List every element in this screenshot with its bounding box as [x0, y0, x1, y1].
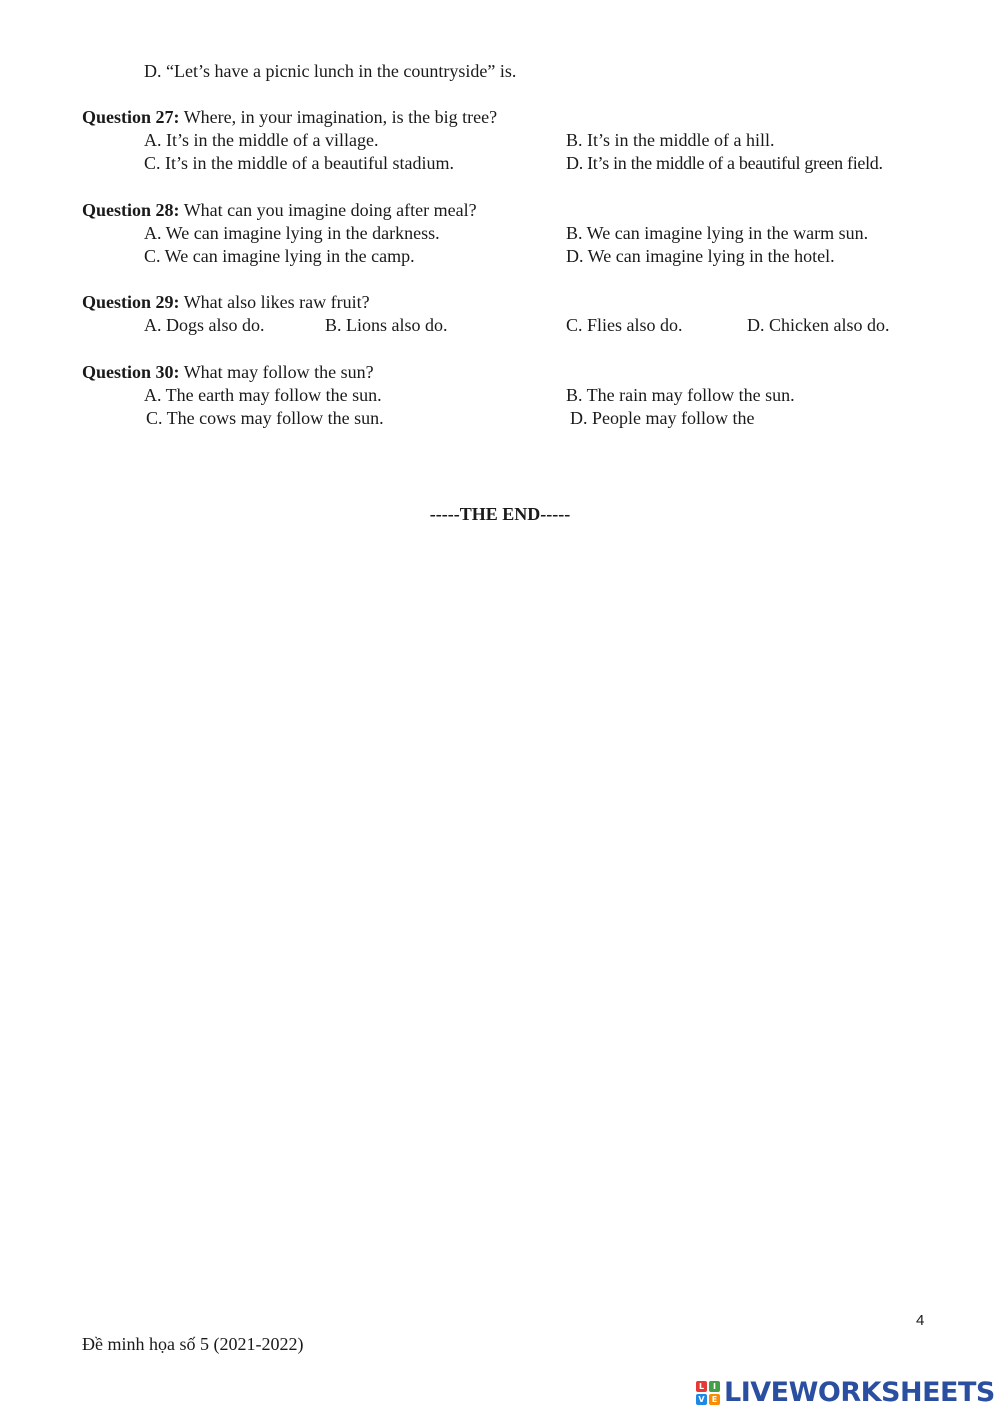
question-28 — [82, 199, 477, 222]
question-29-prompt: What also likes raw fruit? — [179, 292, 370, 312]
question-30-number: Question 30: — [82, 362, 180, 382]
page-number: 4 — [916, 1312, 925, 1329]
q29-option-d: D. Chicken also do. — [747, 315, 890, 335]
brand-name: LIVEWORKSHEETS — [724, 1377, 995, 1408]
q27-option-b: B. It’s in the middle of a hill. — [566, 130, 775, 150]
footer-title: Đề minh họa số 5 (2021-2022) — [82, 1334, 304, 1354]
the-end-marker: -----THE END----- — [429, 504, 571, 524]
question-27 — [82, 106, 497, 129]
q28-option-b: B. We can imagine lying in the warm sun. — [566, 223, 869, 243]
question-30 — [82, 361, 374, 384]
logo-letter-i: I — [709, 1381, 720, 1392]
logo-letter-e: E — [709, 1394, 720, 1405]
q29-option-c: C. Flies also do. — [566, 315, 683, 335]
q27-option-d: D. It’s in the middle of a beautiful green field. — [566, 153, 883, 173]
q29-option-b: B. Lions also do. — [325, 315, 448, 335]
question-27-number: Question 27: — [82, 107, 180, 127]
q30-option-d: D. People may follow the — [570, 408, 755, 428]
q29-option-a: A. Dogs also do. — [144, 315, 265, 335]
liveworksheets-logo-icon — [696, 1381, 720, 1405]
q30-option-a: A. The earth may follow the sun. — [144, 385, 382, 405]
q30-option-c: C. The cows may follow the sun. — [146, 408, 384, 428]
question-29-number: Question 29: — [82, 292, 180, 312]
question-27-prompt: Where, in your imagination, is the big tree? — [179, 107, 498, 127]
q27-option-a: A. It’s in the middle of a village. — [144, 130, 379, 150]
question-28-prompt: What can you imagine doing after meal? — [179, 200, 477, 220]
logo-letter-v: V — [696, 1394, 707, 1405]
question-28-number: Question 28: — [82, 200, 180, 220]
q26-option-d: D. “Let’s have a picnic lunch in the countryside” is. — [144, 61, 517, 81]
q27-option-c: C. It’s in the middle of a beautiful stadium. — [144, 153, 454, 173]
logo-letter-l: L — [696, 1381, 707, 1392]
q30-option-b: B. The rain may follow the sun. — [566, 385, 795, 405]
q28-option-c: C. We can imagine lying in the camp. — [144, 246, 415, 266]
liveworksheets-brand — [696, 1378, 995, 1408]
question-29 — [82, 291, 370, 314]
q28-option-a: A. We can imagine lying in the darkness. — [144, 223, 440, 243]
question-30-prompt: What may follow the sun? — [179, 362, 374, 382]
q28-option-d: D. We can imagine lying in the hotel. — [566, 246, 835, 266]
